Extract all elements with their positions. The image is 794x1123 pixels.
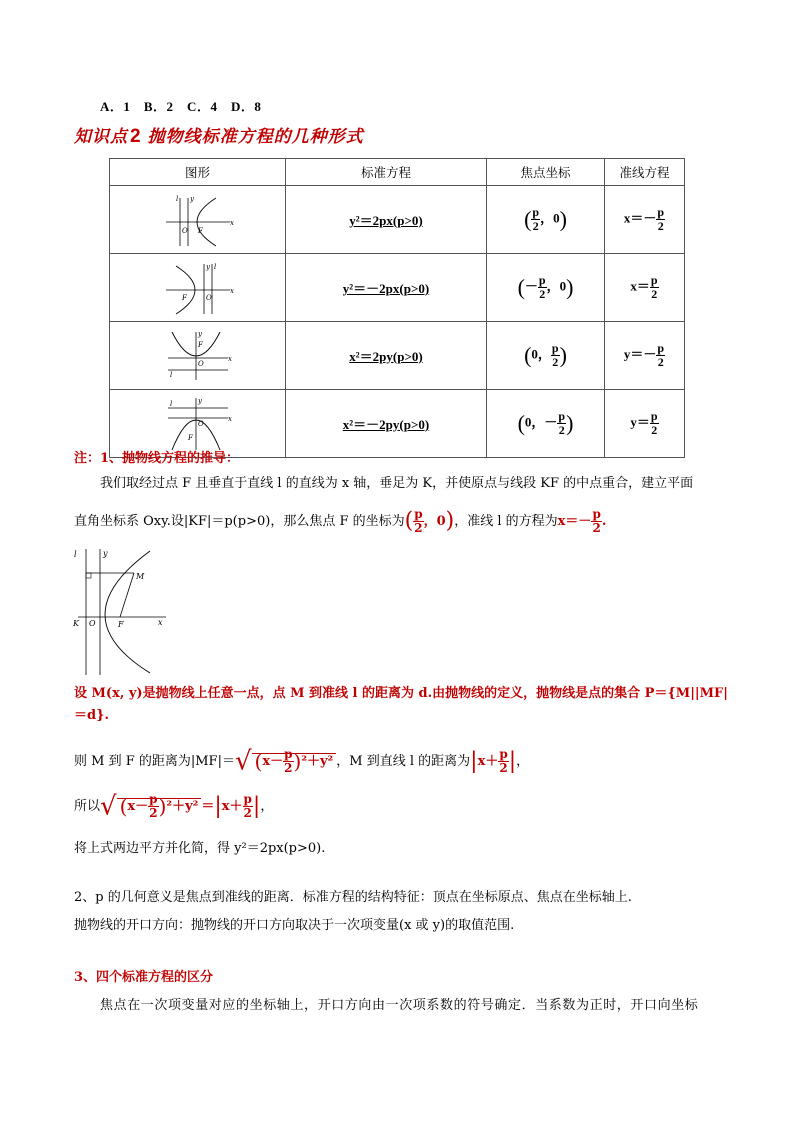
focus-cell: (－ $\frac{p}{2}$ ，0)	[487, 254, 605, 322]
graph-cell	[110, 322, 286, 390]
answer-options: A．1 B．2 C．4 D．8	[100, 99, 262, 114]
table-header: 标准方程	[286, 159, 487, 186]
point3-text: 焦点在一次项变量对应的坐标轴上，开口方向由一次项系数的符号确定．当系数为正时，开口向坐标	[100, 998, 699, 1013]
svg-text:F: F	[118, 620, 124, 629]
svg-text:x: x	[229, 218, 234, 227]
section-prefix: 知识点	[74, 127, 128, 147]
focus-cell: (0，－ $\frac{p}{2}$ )	[487, 390, 605, 458]
svg-text:l: l	[74, 550, 77, 559]
svg-text:O: O	[181, 226, 188, 235]
equation-cell	[286, 390, 487, 458]
parabola-down-graph	[158, 396, 238, 452]
table-header: 准线方程	[605, 159, 685, 186]
svg-text:K: K	[73, 619, 79, 628]
directrix-cell: y＝ $\frac{p}{2}$	[605, 390, 685, 458]
point2-line1: 2、p 的几何意义是焦点到准线的距离．标准方程的结构特征：顶点在坐标原点、焦点在坐标轴上.	[74, 890, 632, 905]
table-row	[110, 322, 685, 390]
section-number: 2	[130, 126, 142, 147]
equation-cell	[286, 254, 487, 322]
svg-text:F: F	[181, 293, 187, 302]
table-header-row	[110, 159, 685, 186]
derivation-text: 直角坐标系 Oxy.设|KF|＝p(p>0)，那么焦点 F 的坐标为	[74, 514, 405, 529]
directrix-cell: x＝ $\frac{p}{2}$	[605, 254, 685, 322]
derivation-text: 所以	[74, 799, 101, 814]
equation: x²＝－2py(p>0)	[342, 417, 430, 432]
derivation-paragraph-6: 将上式两边平方并化简，得 y²＝2px(p>0).	[74, 841, 326, 856]
derivation-text: ，准线 l 的方程为	[454, 514, 558, 529]
directrix-cell: y＝－ $\frac{p}{2}$	[605, 322, 685, 390]
derivation-text: 设 M(x, y)是抛物线上任意一点，点 M 到准线 l 的距离为 d.由抛物线的定义，抛物线是点的集合 P＝{M||MF|	[74, 686, 729, 701]
graph-cell	[110, 254, 286, 322]
derivation-paragraph-3	[74, 683, 754, 727]
graph-cell	[110, 186, 286, 254]
svg-text:F: F	[187, 433, 193, 442]
derivation-text: 则 M 到 F 的距离为|MF|＝	[74, 754, 235, 769]
point2-line2: 抛物线的开口方向：抛物线的开口方向取决于一次项变量(x 或 y)的取值范围.	[74, 918, 515, 933]
svg-text:l: l	[169, 399, 172, 408]
svg-text:l: l	[213, 262, 216, 271]
derivation-paragraph-5: 所以√ (x－ $\frac{p}{2}$ )²＋y² ＝|x＋ $\frac{p}{2}$ |，	[74, 791, 274, 822]
derivation-figure	[70, 545, 170, 677]
section-heading	[74, 122, 364, 148]
standard-equation-table	[109, 158, 685, 458]
table-row	[110, 186, 685, 254]
svg-text:O: O	[205, 293, 212, 302]
svg-text:O: O	[197, 359, 204, 368]
equation-cell	[286, 186, 487, 254]
svg-text:O: O	[197, 419, 204, 428]
svg-text:y: y	[205, 262, 210, 271]
section-title: 抛物线标准方程的几种形式	[147, 127, 364, 147]
derivation-paragraph-2: 直角坐标系 Oxy.设|KF|＝p(p>0)，那么焦点 F 的坐标为( $\frac{p}{2}$ ，0)，准线 l 的方程为x＝－ $\frac{p}{2}$ .	[74, 507, 607, 535]
directrix-cell: x＝－ $\frac{p}{2}$	[605, 186, 685, 254]
svg-text:x: x	[158, 618, 163, 627]
parabola-left-graph	[158, 260, 238, 316]
derivation-paragraph-4: 则 M 到 F 的距离为|MF|＝√ (x－ $\frac{p}{2}$ )²＋y² ，M 到直线 l 的距离为|x＋ $\frac{p}{2}$ |，	[74, 746, 530, 777]
derivation-text: ，M 到直线 l 的距离为	[336, 754, 471, 769]
note-heading: 注：1、抛物线方程的推导：	[74, 451, 240, 466]
svg-text:F: F	[197, 340, 203, 349]
svg-text:x: x	[227, 414, 232, 423]
directrix-expr: x＝－	[557, 514, 592, 529]
equation: y²＝－2px(p>0)	[342, 281, 430, 296]
svg-text:x: x	[229, 286, 234, 295]
svg-text:O: O	[89, 619, 96, 628]
svg-text:y: y	[103, 549, 108, 558]
svg-text:x: x	[227, 354, 232, 363]
parabola-right-graph	[158, 192, 238, 248]
point3-heading: 3、四个标准方程的区分	[74, 970, 214, 985]
svg-text:y: y	[197, 329, 202, 338]
derivation-text: ＝d}.	[74, 708, 109, 723]
parabola-up-graph	[158, 328, 238, 384]
equation: y²＝2px(p>0)	[349, 213, 423, 228]
svg-text:y: y	[189, 194, 194, 203]
derivation-paragraph-1: 我们取经过点 F 且垂直于直线 l 的直线为 x 轴，垂足为 K，并使原点与线段 KF 的中点重合，建立平面	[100, 476, 694, 491]
table-header: 图形	[110, 159, 286, 186]
svg-text:F: F	[197, 226, 203, 235]
svg-text:l: l	[175, 194, 178, 203]
svg-text:M: M	[136, 572, 145, 581]
svg-text:l: l	[169, 370, 172, 379]
equation-cell	[286, 322, 487, 390]
table-header: 焦点坐标	[487, 159, 605, 186]
table-row	[110, 254, 685, 322]
focus-cell: (0， $\frac{p}{2}$ )	[487, 322, 605, 390]
focus-cell: ( $\frac{p}{2}$ ，0)	[487, 186, 605, 254]
svg-text:y: y	[197, 396, 202, 405]
equation: x²＝2py(p>0)	[349, 349, 423, 364]
